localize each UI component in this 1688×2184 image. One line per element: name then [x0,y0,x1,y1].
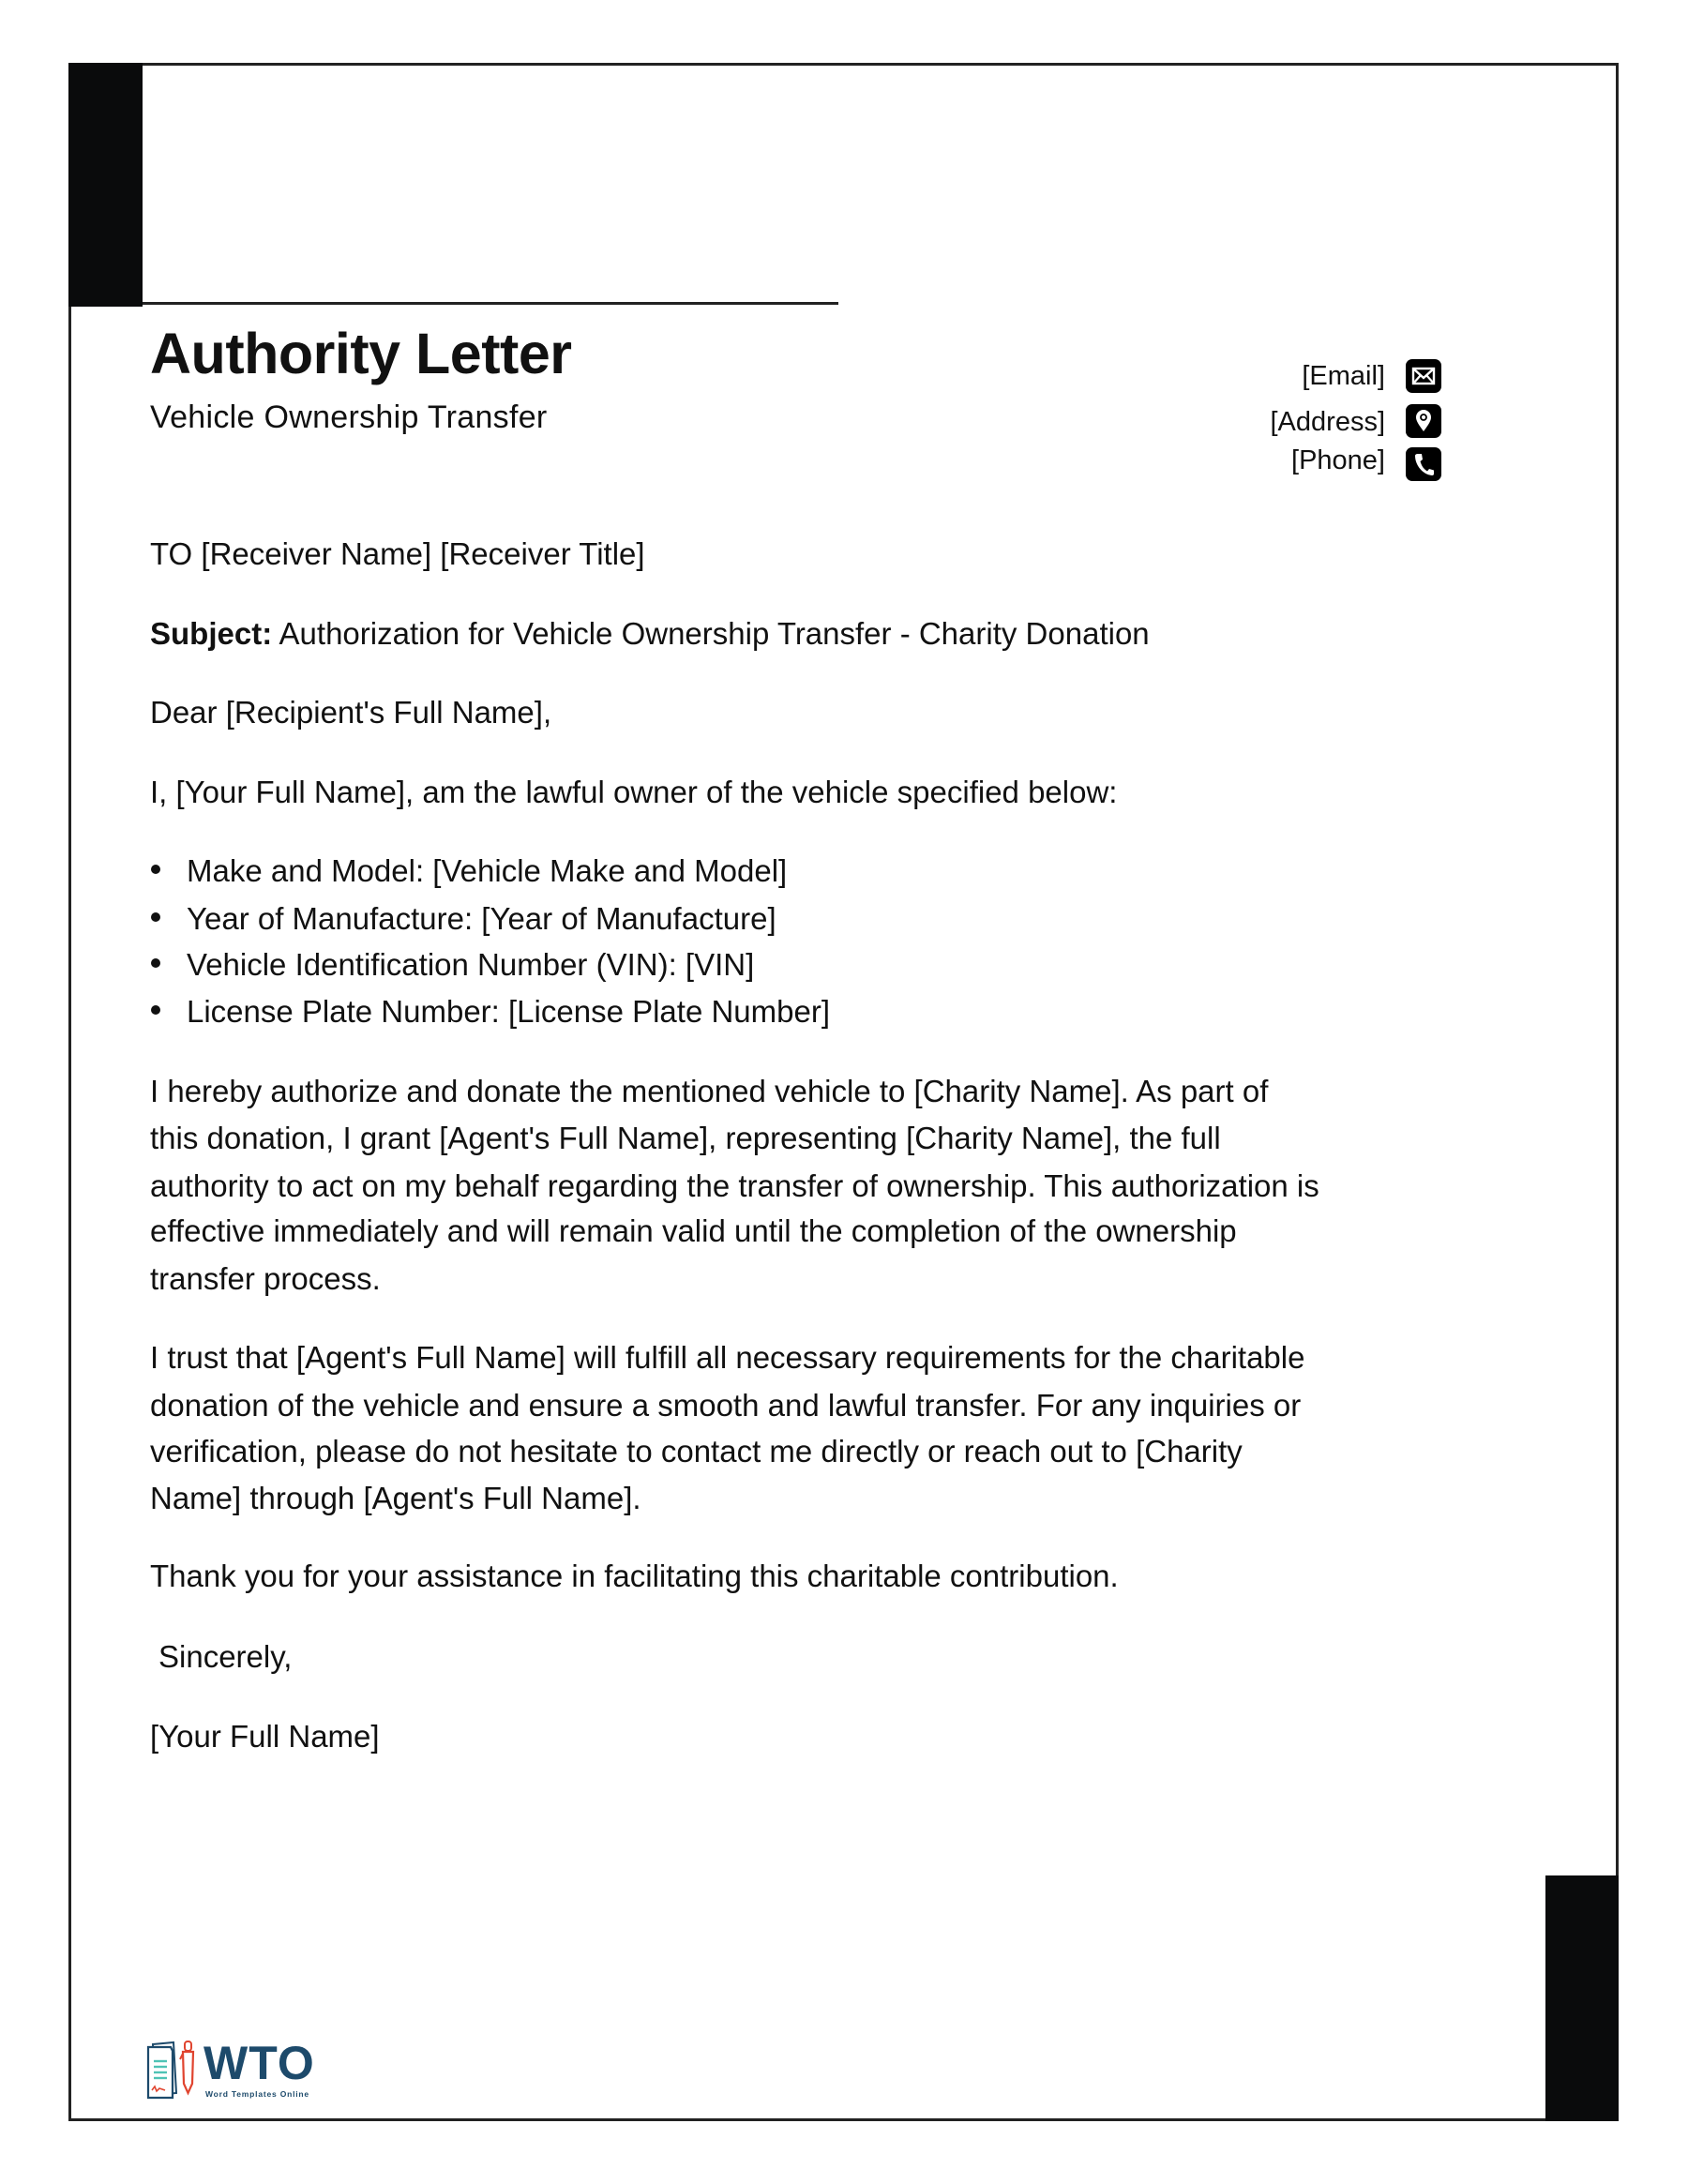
bullet-icon [151,958,160,968]
document-subtitle: Vehicle Ownership Transfer [150,399,548,435]
salutation: Dear [Recipient's Full Name], [150,695,552,730]
subject-text: Authorization for Vehicle Ownership Transfer - Charity Donation [272,616,1150,651]
vehicle-detail-item: Vehicle Identification Number (VIN): [VIN] [187,947,755,982]
map-pin-icon [1406,404,1441,438]
bottom-right-accent-bar [1545,1875,1619,2121]
trust-paragraph-line: donation of the vehicle and ensure a smooth and lawful transfer. For any inquiries or [150,1388,1302,1423]
authorization-paragraph-line: I hereby authorize and donate the mentioned vehicle to [Charity Name]. As part of [150,1074,1269,1108]
subject-label: Subject: [150,616,273,651]
bullet-icon [151,912,160,922]
vehicle-detail-item: Year of Manufacture: [Year of Manufacture] [187,901,776,936]
authorization-paragraph-line: authority to act on my behalf regarding the transfer of ownership. This authorization is [150,1168,1319,1203]
wto-logo [145,2037,342,2104]
top-left-accent-bar [68,63,143,307]
thanks-line: Thank you for your assistance in facilitating this charitable contribution. [150,1559,1119,1593]
bullet-icon [151,1005,160,1015]
vehicle-detail-item: Make and Model: [Vehicle Make and Model] [187,853,788,888]
logo-wordmark: WTO [203,2037,315,2089]
document-title: Authority Letter [150,322,572,385]
contact-phone: [Phone] [1291,445,1385,475]
bullet-icon [151,865,160,874]
header-divider-rule [143,302,838,305]
signature-name: [Your Full Name] [150,1719,380,1754]
trust-paragraph-line: Name] through [Agent's Full Name]. [150,1481,641,1515]
authorization-paragraph-line: effective immediately and will remain valid until the completion of the ownership [150,1213,1237,1248]
phone-icon [1406,447,1441,481]
envelope-icon [1406,359,1441,393]
document-pen-logo-icon [145,2039,202,2101]
recipient-line: TO [Receiver Name] [Receiver Title] [150,536,645,571]
authorization-paragraph-line: this donation, I grant [Agent's Full Name], representing [Charity Name], the full [150,1121,1221,1155]
contact-email: [Email] [1302,361,1385,391]
contact-address: [Address] [1270,407,1385,437]
trust-paragraph-line: verification, please do not hesitate to contact me directly or reach out to [Charity [150,1434,1243,1469]
intro-paragraph: I, [Your Full Name], am the lawful owner of the vehicle specified below: [150,775,1118,809]
vehicle-detail-item: License Plate Number: [License Plate Number] [187,994,831,1029]
subject-line [150,615,1150,653]
authorization-paragraph-line: transfer process. [150,1261,381,1296]
logo-tagline: Word Templates Online [205,2089,309,2099]
trust-paragraph-line: I trust that [Agent's Full Name] will fulfill all necessary requirements for the charitable [150,1340,1305,1375]
closing: Sincerely, [158,1639,293,1674]
